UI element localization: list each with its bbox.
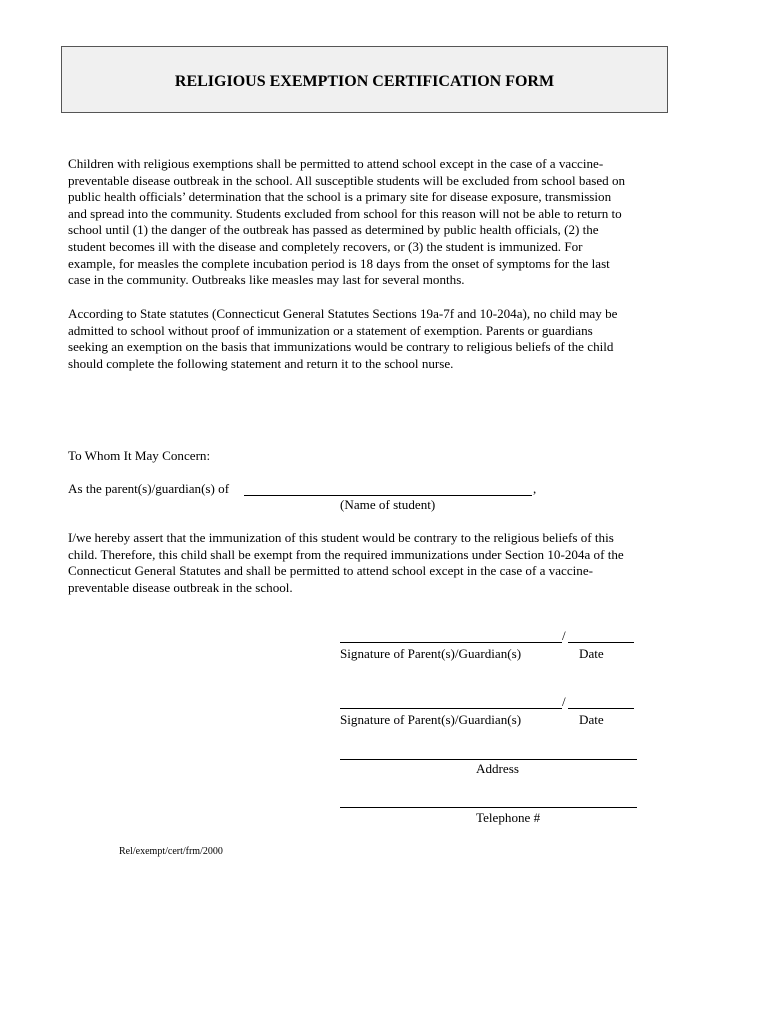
address-label: Address [476,761,519,776]
salutation: To Whom It May Concern: [68,448,211,463]
paragraph-line: example, for measles the complete incubation period is 18 days from the onset of symptoms for the last [68,255,610,271]
exemption-policy-paragraph [68,156,668,289]
signature-1-label: Signature of Parent(s)/Guardian(s) [340,646,522,661]
signature-1-field[interactable] [340,642,562,643]
form-title: RELIGIOUS EXEMPTION CERTIFICATION FORM [174,73,555,90]
paragraph-line: child. Therefore, this child shall be exempt from the required immunizations under Section 10-204a of the [68,546,624,562]
signature-1-slash: / [562,628,566,643]
form-code: Rel/exempt/cert/frm/2000 [119,846,223,857]
assertion-paragraph [68,530,668,596]
student-name-field[interactable] [244,495,532,496]
paragraph-line: admitted to school without proof of immunization or a statement of exemption. Parents or guardians [68,322,593,338]
paragraph-line: seeking an exemption on the basis that immunizations would be contrary to religious beliefs of the child [68,339,614,355]
date-1-field[interactable] [568,642,634,643]
paragraph-line: case in the community. Outbreaks like measles may last for several months. [68,272,465,288]
paragraph-line: should complete the following statement and return it to the school nurse. [68,355,454,371]
statutes-paragraph [68,306,668,372]
paragraph-line: Children with religious exemptions shall be permitted to attend school except in the case of a vaccine- [68,156,604,171]
date-2-field[interactable] [568,708,634,709]
paragraph-line: I/we hereby assert that the immunization of this student would be contrary to the religious beliefs of this [68,530,614,545]
paragraph-line: Connecticut General Statutes and shall be permitted to attend school except in the case of a vaccine- [68,563,594,579]
paragraph-line: school until (1) the danger of the outbreak has passed as determined by public health officials, (2) the [68,222,599,238]
signature-2-field[interactable] [340,708,562,709]
paragraph-line: According to State statutes (Connecticut General Statutes Sections 19a-7f and 10-204a), no child may be [68,306,618,321]
student-name-caption: (Name of student) [340,497,436,512]
comma: , [533,481,537,496]
paragraph-line: student becomes ill with the disease and completely recovers, or (3) the student is immunized. For [68,238,583,254]
telephone-label: Telephone # [476,810,541,825]
paragraph-line: preventable disease outbreak in the school. [68,579,293,595]
address-field[interactable] [340,759,637,760]
telephone-field[interactable] [340,807,637,808]
title-box [61,46,668,113]
signature-2-label: Signature of Parent(s)/Guardian(s) [340,712,522,727]
signature-2-slash: / [562,694,566,709]
date-2-label: Date [579,712,604,727]
paragraph-line: public health officials’ determination that the school is a primary site for disease exposure, transmission [68,189,612,205]
paragraph-line: and spread into the community. Students excluded from school for this reason will not be able to return to [68,205,622,221]
parent-prefix: As the parent(s)/guardian(s) of [68,481,230,496]
date-1-label: Date [579,646,604,661]
paragraph-line: preventable disease outbreak in the school. All susceptible students will be excluded from school based on [68,172,626,188]
